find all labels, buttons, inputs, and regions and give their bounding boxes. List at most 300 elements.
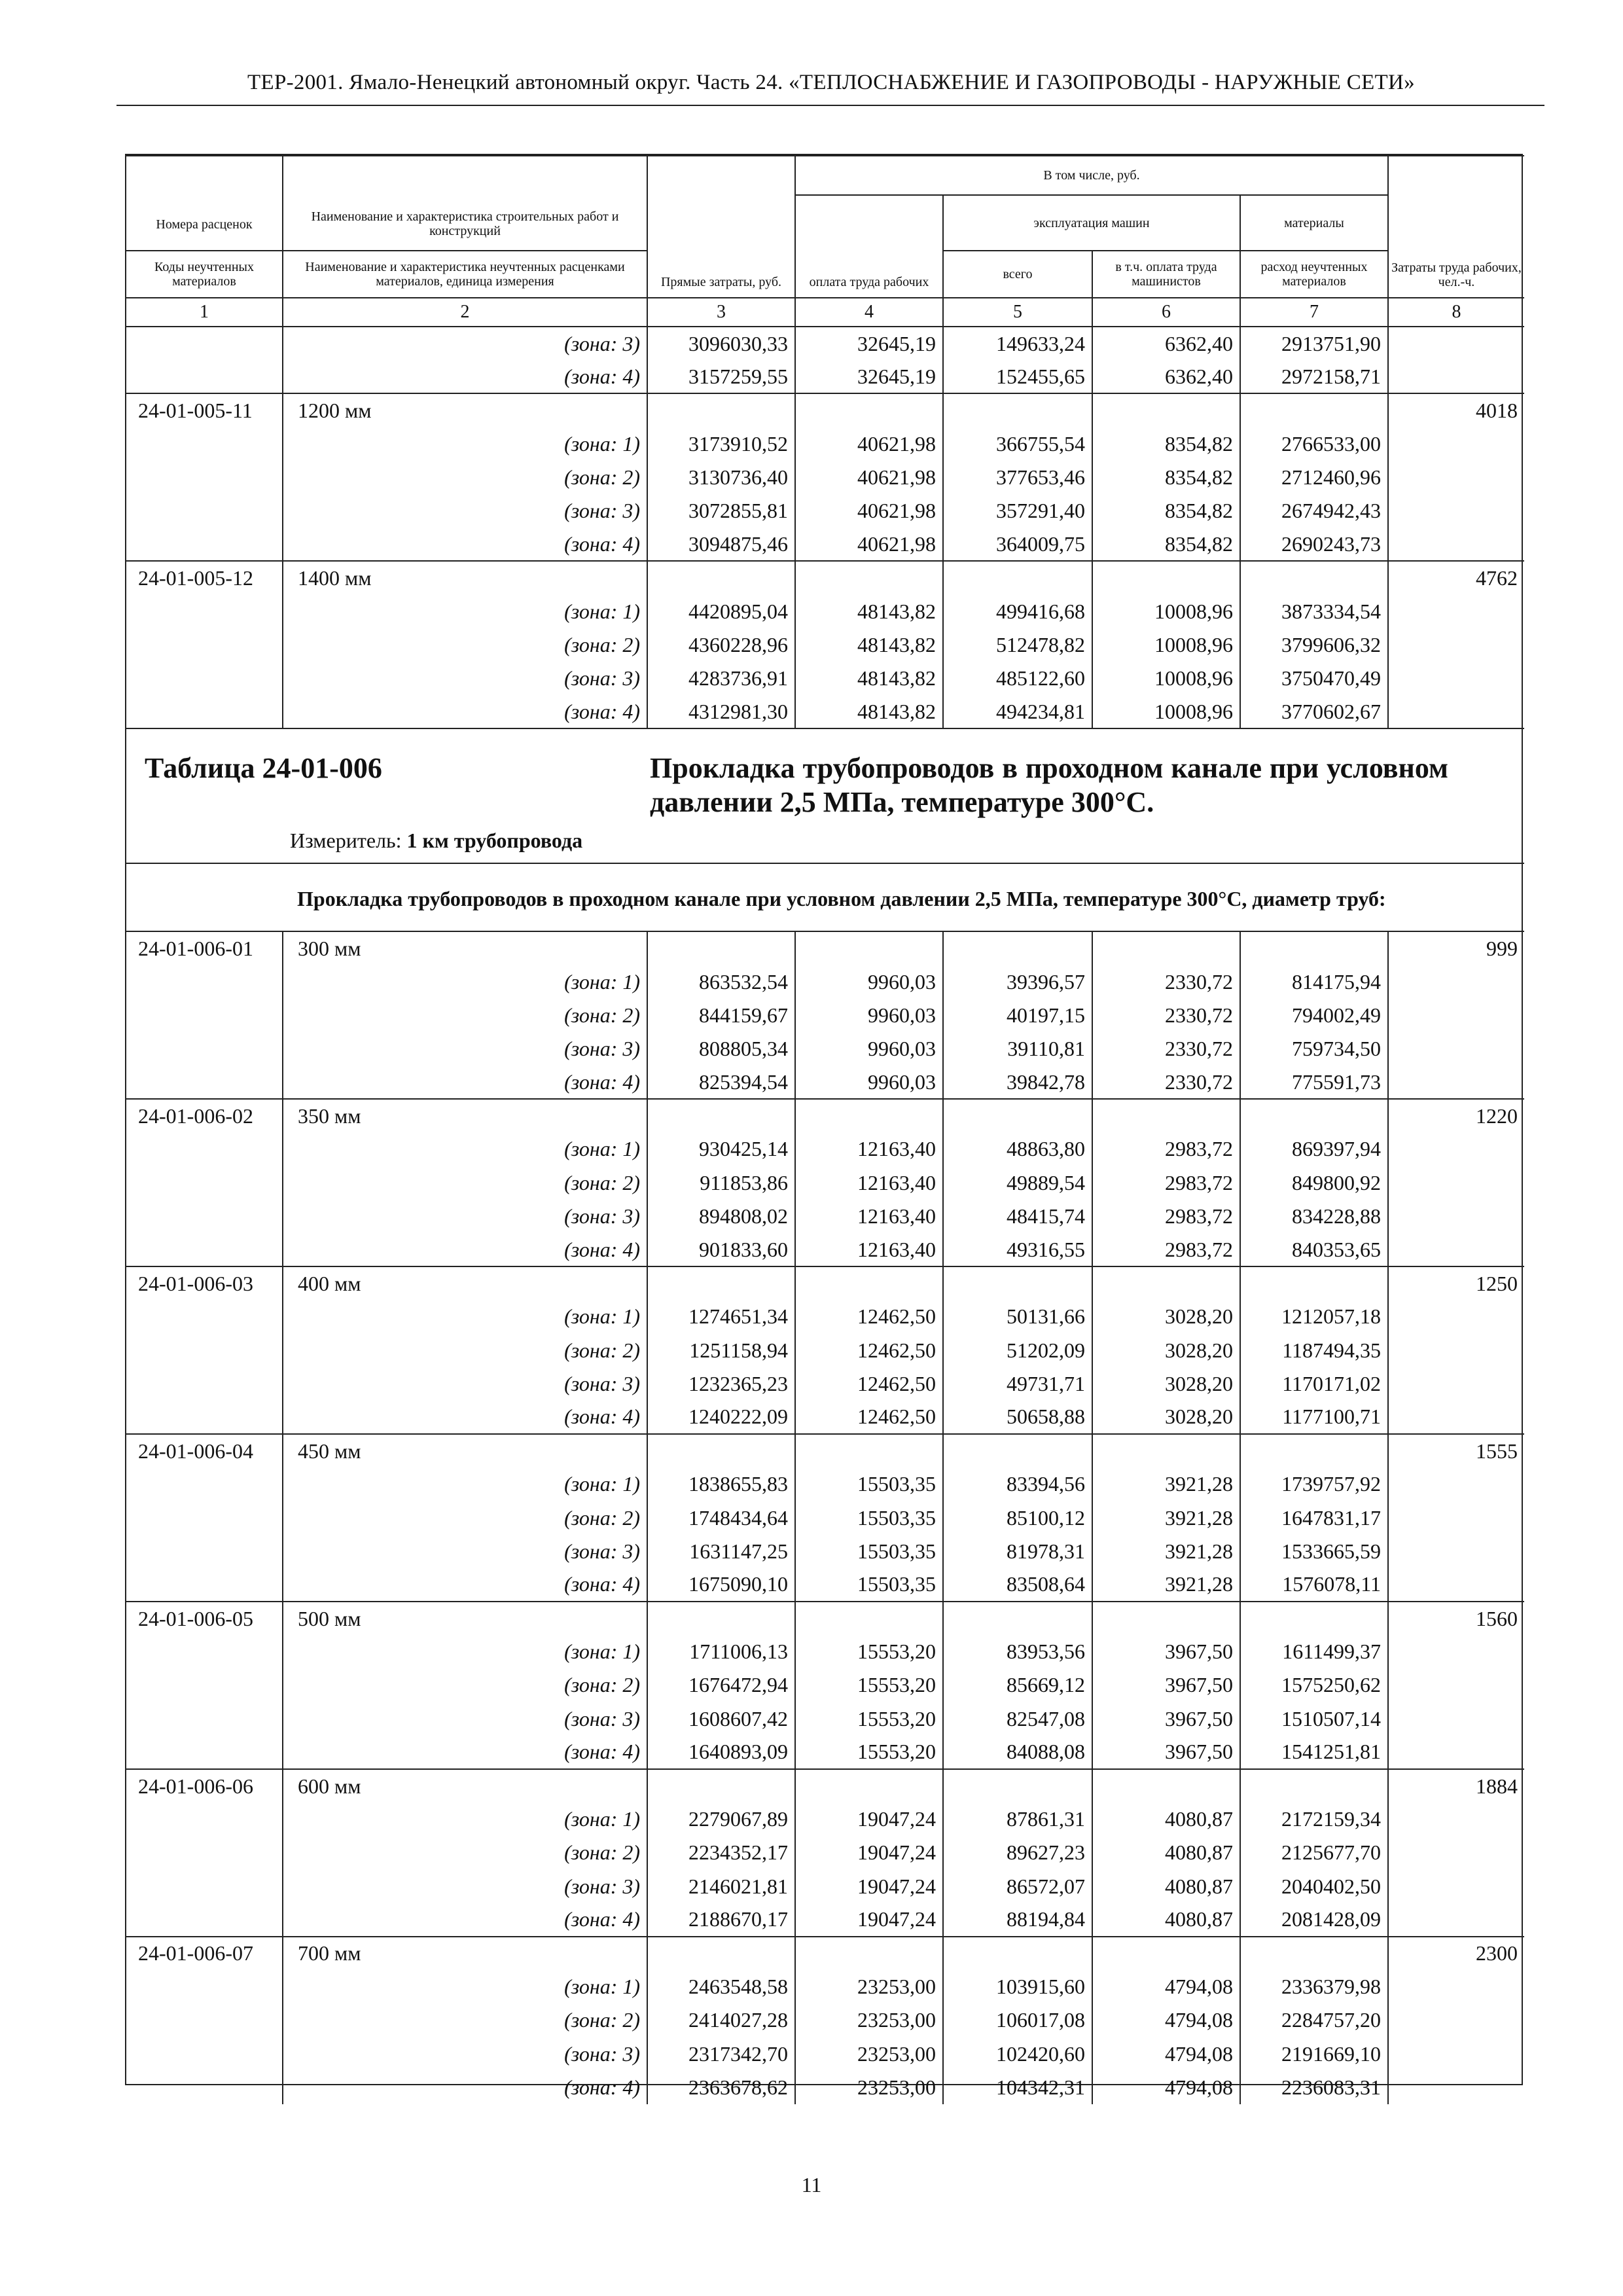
code-cell (126, 662, 283, 695)
direct-costs-value: 1675090,10 (647, 1568, 795, 1602)
worker-pay-value: 19047,24 (795, 1903, 943, 1937)
code-cell (126, 628, 283, 662)
meter-label: Измеритель: (290, 829, 407, 853)
code-cell (126, 1903, 283, 1937)
zone-label: (зона: 1) (283, 1635, 647, 1668)
machine-total-value: 39396,57 (943, 965, 1092, 998)
empty-cell (943, 393, 1092, 427)
operator-pay-value: 3921,28 (1092, 1535, 1240, 1568)
worker-pay-value: 23253,00 (795, 2003, 943, 2037)
labor-value: 1884 (1388, 1769, 1524, 1803)
zone-row (126, 1836, 1524, 1869)
zone-row (126, 2003, 1524, 2037)
worker-pay-value: 15553,20 (795, 1702, 943, 1736)
labor-cell (1388, 1668, 1524, 1702)
empty-cell (943, 1769, 1092, 1803)
machine-total-value: 377653,46 (943, 461, 1092, 494)
zone-row (126, 1200, 1524, 1233)
zone-label: (зона: 1) (283, 427, 647, 461)
rate-name: 600 мм (283, 1769, 647, 1803)
empty-cell (1240, 931, 1388, 965)
empty-cell (795, 931, 943, 965)
head-codes: Коды неучтенных материалов (126, 251, 283, 298)
table-title: Прокладка трубопроводов в проходном канале при условном давлении 2,5 МПа, температуре 300°С. (650, 752, 1448, 819)
head-work-name: Наименование и характеристика строительных работ и конструкций (283, 156, 647, 251)
materials-value: 3750470,49 (1240, 662, 1388, 695)
price-table-grid (126, 155, 1524, 2104)
rate-code: 24-01-006-07 (126, 1937, 283, 1970)
code-cell (126, 965, 283, 998)
direct-costs-value: 4360228,96 (647, 628, 795, 662)
empty-cell (1092, 931, 1240, 965)
direct-costs-value: 901833,60 (647, 1233, 795, 1266)
code-cell (126, 1568, 283, 1602)
worker-pay-value: 12462,50 (795, 1334, 943, 1367)
direct-costs-value: 4420895,04 (647, 595, 795, 628)
direct-costs-value: 1608607,42 (647, 1702, 795, 1736)
col-number: 6 (1092, 298, 1240, 327)
materials-value: 1170171,02 (1240, 1367, 1388, 1401)
zone-label: (зона: 1) (283, 1300, 647, 1333)
rate-code: 24-01-006-05 (126, 1602, 283, 1635)
rate-row (126, 393, 1524, 427)
zone-label: (зона: 3) (283, 1702, 647, 1736)
worker-pay-value: 48143,82 (795, 695, 943, 728)
labor-cell (1388, 1367, 1524, 1401)
empty-cell (647, 561, 795, 594)
materials-value: 1212057,18 (1240, 1300, 1388, 1333)
zone-label: (зона: 3) (283, 494, 647, 528)
empty-cell (943, 1266, 1092, 1300)
labor-cell (1388, 595, 1524, 628)
direct-costs-value: 894808,02 (647, 1200, 795, 1233)
materials-value: 814175,94 (1240, 965, 1388, 998)
rate-row (126, 931, 1524, 965)
materials-value: 2081428,09 (1240, 1903, 1388, 1937)
zone-row (126, 1401, 1524, 1434)
direct-costs-value: 1676472,94 (647, 1668, 795, 1702)
materials-value: 834228,88 (1240, 1200, 1388, 1233)
operator-pay-value: 3967,50 (1092, 1736, 1240, 1769)
direct-costs-value: 1640893,09 (647, 1736, 795, 1769)
empty-cell (1240, 1937, 1388, 1970)
materials-value: 759734,50 (1240, 1032, 1388, 1066)
worker-pay-value: 48143,82 (795, 595, 943, 628)
page-number: 11 (801, 2173, 822, 2197)
materials-value: 2284757,20 (1240, 2003, 1388, 2037)
zone-label: (зона: 2) (283, 2003, 647, 2037)
labor-cell (1388, 1334, 1524, 1367)
zone-row (126, 1736, 1524, 1769)
header-rule (116, 105, 1544, 106)
materials-value: 3799606,32 (1240, 628, 1388, 662)
meter (290, 829, 582, 853)
machine-total-value: 87861,31 (943, 1803, 1092, 1836)
labor-cell (1388, 1635, 1524, 1668)
direct-costs-value: 2279067,89 (647, 1803, 795, 1836)
labor-value: 4018 (1388, 393, 1524, 427)
materials-value: 1510507,14 (1240, 1702, 1388, 1736)
empty-cell (795, 1602, 943, 1635)
operator-pay-value: 4080,87 (1092, 1803, 1240, 1836)
rows-continued (126, 327, 1524, 393)
zone-row (126, 461, 1524, 494)
zone-row (126, 1870, 1524, 1903)
materials-value: 1647831,17 (1240, 1501, 1388, 1534)
zone-row (126, 662, 1524, 695)
head-direct-costs: Прямые затраты, руб. (647, 156, 795, 298)
worker-pay-value: 23253,00 (795, 1970, 943, 2003)
rows-table-24-01-005 (126, 393, 1524, 728)
direct-costs-value: 2414027,28 (647, 2003, 795, 2037)
code-cell (126, 1200, 283, 1233)
labor-value: 1560 (1388, 1602, 1524, 1635)
empty-cell (1240, 1266, 1388, 1300)
rate-name: 1400 мм (283, 561, 647, 594)
head-material-use: расход неучтенных материалов (1240, 251, 1388, 298)
labor-cell (1388, 1501, 1524, 1534)
empty-cell (647, 931, 795, 965)
zone-row (126, 1635, 1524, 1668)
rate-row (126, 1937, 1524, 1970)
empty-cell (647, 1602, 795, 1635)
direct-costs-value: 2463548,58 (647, 1970, 795, 2003)
rows-table-24-01-006 (126, 931, 1524, 2104)
rate-code: 24-01-006-03 (126, 1266, 283, 1300)
rate-row (126, 1099, 1524, 1132)
materials-value: 1541251,81 (1240, 1736, 1388, 1769)
operator-pay-value: 3921,28 (1092, 1467, 1240, 1501)
operator-pay-value: 4794,08 (1092, 2037, 1240, 2070)
operator-pay-value: 2983,72 (1092, 1233, 1240, 1266)
empty-cell (1240, 1602, 1388, 1635)
code-cell (126, 1702, 283, 1736)
zone-label: (зона: 3) (283, 1367, 647, 1401)
worker-pay-value: 48143,82 (795, 628, 943, 662)
operator-pay-value: 3028,20 (1092, 1334, 1240, 1367)
direct-costs-value: 3096030,33 (647, 327, 795, 360)
operator-pay-value: 4080,87 (1092, 1870, 1240, 1903)
rate-code: 24-01-006-04 (126, 1434, 283, 1467)
empty-cell (943, 1937, 1092, 1970)
empty-cell (647, 1769, 795, 1803)
labor-cell (1388, 1535, 1524, 1568)
table-24-01-006-heading (126, 728, 1524, 931)
rate-name: 700 мм (283, 1937, 647, 1970)
zone-row (126, 528, 1524, 561)
direct-costs-value: 1240222,09 (647, 1401, 795, 1434)
zone-row (126, 1501, 1524, 1534)
labor-cell (1388, 461, 1524, 494)
machine-total-value: 49731,71 (943, 1367, 1092, 1401)
labor-cell (1388, 1870, 1524, 1903)
direct-costs-value: 1274651,34 (647, 1300, 795, 1333)
zone-label: (зона: 1) (283, 1132, 647, 1166)
operator-pay-value: 2983,72 (1092, 1166, 1240, 1200)
zone-row (126, 360, 1524, 393)
zone-label: (зона: 1) (283, 1970, 647, 2003)
labor-cell (1388, 1166, 1524, 1200)
labor-value: 1555 (1388, 1434, 1524, 1467)
head-operator-pay: в т.ч. оплата труда машинистов (1092, 251, 1240, 298)
machine-total-value: 51202,09 (943, 1334, 1092, 1367)
rate-name: 400 мм (283, 1266, 647, 1300)
labor-cell (1388, 1568, 1524, 1602)
worker-pay-value: 9960,03 (795, 965, 943, 998)
machine-total-value: 50658,88 (943, 1401, 1092, 1434)
labor-cell (1388, 528, 1524, 561)
empty-cell (943, 1602, 1092, 1635)
empty-cell (647, 1434, 795, 1467)
code-cell (126, 1736, 283, 1769)
zone-row (126, 1903, 1524, 1937)
worker-pay-value: 48143,82 (795, 662, 943, 695)
head-worker-pay: оплата труда рабочих (795, 195, 943, 298)
zone-row (126, 999, 1524, 1032)
materials-value: 2336379,98 (1240, 1970, 1388, 2003)
zone-row (126, 1166, 1524, 1200)
materials-value: 869397,94 (1240, 1132, 1388, 1166)
worker-pay-value: 40621,98 (795, 528, 943, 561)
direct-costs-value: 4312981,30 (647, 695, 795, 728)
labor-value: 999 (1388, 931, 1524, 965)
materials-value: 2674942,43 (1240, 494, 1388, 528)
col-number: 3 (647, 298, 795, 327)
operator-pay-value: 2330,72 (1092, 1032, 1240, 1066)
code-cell (126, 1501, 283, 1534)
col-number: 2 (283, 298, 647, 327)
zone-label: (зона: 1) (283, 595, 647, 628)
operator-pay-value: 2983,72 (1092, 1132, 1240, 1166)
labor-cell (1388, 2003, 1524, 2037)
zone-label: (зона: 4) (283, 1736, 647, 1769)
machine-total-value: 48863,80 (943, 1132, 1092, 1166)
worker-pay-value: 12462,50 (795, 1367, 943, 1401)
machine-total-value: 104342,31 (943, 2071, 1092, 2104)
direct-costs-value: 863532,54 (647, 965, 795, 998)
materials-value: 1576078,11 (1240, 1568, 1388, 1602)
zone-label: (зона: 1) (283, 1467, 647, 1501)
code-cell (126, 1467, 283, 1501)
zone-label: (зона: 3) (283, 662, 647, 695)
direct-costs-value: 2188670,17 (647, 1903, 795, 1937)
materials-value: 1739757,92 (1240, 1467, 1388, 1501)
machine-total-value: 86572,07 (943, 1870, 1092, 1903)
direct-costs-value: 825394,54 (647, 1066, 795, 1099)
operator-pay-value: 3967,50 (1092, 1702, 1240, 1736)
machine-total-value: 48415,74 (943, 1200, 1092, 1233)
zone-label: (зона: 4) (283, 528, 647, 561)
code-cell (126, 461, 283, 494)
rate-code: 24-01-006-06 (126, 1769, 283, 1803)
machine-total-value: 39110,81 (943, 1032, 1092, 1066)
materials-value: 2690243,73 (1240, 528, 1388, 561)
machine-total-value: 83394,56 (943, 1467, 1092, 1501)
code-cell (126, 1836, 283, 1869)
worker-pay-value: 19047,24 (795, 1836, 943, 1869)
zone-row (126, 1803, 1524, 1836)
zone-row (126, 1970, 1524, 2003)
empty-cell (795, 1937, 943, 1970)
operator-pay-value: 3028,20 (1092, 1300, 1240, 1333)
empty-cell (1092, 393, 1240, 427)
head-total: всего (943, 251, 1092, 298)
worker-pay-value: 12163,40 (795, 1200, 943, 1233)
empty-cell (647, 1937, 795, 1970)
head-in-total: В том числе, руб. (795, 156, 1388, 195)
empty-cell (943, 931, 1092, 965)
empty-cell (1092, 1937, 1240, 1970)
direct-costs-value: 844159,67 (647, 999, 795, 1032)
code-cell (126, 595, 283, 628)
machine-total-value: 357291,40 (943, 494, 1092, 528)
machine-total-value: 364009,75 (943, 528, 1092, 561)
code-cell (126, 1535, 283, 1568)
labor-cell (1388, 1066, 1524, 1099)
zone-row (126, 1032, 1524, 1066)
worker-pay-value: 32645,19 (795, 327, 943, 360)
materials-value: 2712460,96 (1240, 461, 1388, 494)
rate-name: 500 мм (283, 1602, 647, 1635)
labor-cell (1388, 1300, 1524, 1333)
code-cell (126, 695, 283, 728)
head-materials: материалы (1240, 195, 1388, 251)
code-cell (126, 2003, 283, 2037)
empty-cell (795, 1434, 943, 1467)
worker-pay-value: 40621,98 (795, 461, 943, 494)
empty-cell (1240, 1769, 1388, 1803)
head-machine-ops: эксплуатация машин (943, 195, 1240, 251)
materials-value: 1187494,35 (1240, 1334, 1388, 1367)
materials-value: 2125677,70 (1240, 1836, 1388, 1869)
operator-pay-value: 8354,82 (1092, 494, 1240, 528)
code-cell (126, 1166, 283, 1200)
zone-label: (зона: 4) (283, 1568, 647, 1602)
labor-cell (1388, 628, 1524, 662)
operator-pay-value: 8354,82 (1092, 461, 1240, 494)
col-number: 7 (1240, 298, 1388, 327)
head-labor: Затраты труда рабочих, чел.-ч. (1388, 156, 1524, 298)
empty-cell (1092, 1266, 1240, 1300)
empty-cell (1240, 561, 1388, 594)
zone-row (126, 494, 1524, 528)
operator-pay-value: 6362,40 (1092, 327, 1240, 360)
machine-total-value: 85669,12 (943, 1668, 1092, 1702)
materials-value: 3873334,54 (1240, 595, 1388, 628)
direct-costs-value: 1748434,64 (647, 1501, 795, 1534)
worker-pay-value: 15553,20 (795, 1736, 943, 1769)
machine-total-value: 499416,68 (943, 595, 1092, 628)
operator-pay-value: 10008,96 (1092, 662, 1240, 695)
direct-costs-value: 3072855,81 (647, 494, 795, 528)
code-cell (126, 1233, 283, 1266)
code-cell (126, 1300, 283, 1333)
materials-value: 2172159,34 (1240, 1803, 1388, 1836)
labor-cell (1388, 695, 1524, 728)
worker-pay-value: 9960,03 (795, 1032, 943, 1066)
direct-costs-value: 1711006,13 (647, 1635, 795, 1668)
labor-value: 2300 (1388, 1937, 1524, 1970)
direct-costs-value: 1838655,83 (647, 1467, 795, 1501)
zone-label: (зона: 2) (283, 1334, 647, 1367)
zone-row (126, 1132, 1524, 1166)
materials-value: 2040402,50 (1240, 1870, 1388, 1903)
labor-cell (1388, 662, 1524, 695)
zone-row (126, 2071, 1524, 2104)
empty-cell (1092, 1769, 1240, 1803)
worker-pay-value: 12163,40 (795, 1166, 943, 1200)
zone-row (126, 1568, 1524, 1602)
materials-value: 1611499,37 (1240, 1635, 1388, 1668)
zone-row (126, 628, 1524, 662)
machine-total-value: 84088,08 (943, 1736, 1092, 1769)
empty-cell (795, 1266, 943, 1300)
worker-pay-value: 19047,24 (795, 1803, 943, 1836)
direct-costs-value: 2146021,81 (647, 1870, 795, 1903)
zone-label: (зона: 4) (283, 360, 647, 393)
labor-cell (1388, 2071, 1524, 2104)
labor-cell (1388, 360, 1524, 393)
machine-total-value: 485122,60 (943, 662, 1092, 695)
worker-pay-value: 23253,00 (795, 2037, 943, 2070)
machine-total-value: 81978,31 (943, 1535, 1092, 1568)
zone-row (126, 1367, 1524, 1401)
empty-cell (943, 1434, 1092, 1467)
operator-pay-value: 4080,87 (1092, 1903, 1240, 1937)
labor-cell (1388, 1736, 1524, 1769)
code-cell (126, 1635, 283, 1668)
labor-cell (1388, 327, 1524, 360)
worker-pay-value: 12462,50 (795, 1300, 943, 1333)
zone-label: (зона: 2) (283, 999, 647, 1032)
materials-value: 2972158,71 (1240, 360, 1388, 393)
rate-name: 1200 мм (283, 393, 647, 427)
worker-pay-value: 15503,35 (795, 1501, 943, 1534)
materials-value: 3770602,67 (1240, 695, 1388, 728)
worker-pay-value: 19047,24 (795, 1870, 943, 1903)
empty-cell (795, 1769, 943, 1803)
labor-cell (1388, 427, 1524, 461)
labor-cell (1388, 1970, 1524, 2003)
machine-total-value: 494234,81 (943, 695, 1092, 728)
empty-cell (795, 561, 943, 594)
worker-pay-value: 23253,00 (795, 2071, 943, 2104)
worker-pay-value: 15503,35 (795, 1535, 943, 1568)
zone-label: (зона: 1) (283, 1803, 647, 1836)
zone-label: (зона: 3) (283, 2037, 647, 2070)
operator-pay-value: 3921,28 (1092, 1568, 1240, 1602)
rate-name: 350 мм (283, 1099, 647, 1132)
code-cell (126, 999, 283, 1032)
worker-pay-value: 40621,98 (795, 427, 943, 461)
materials-value: 2191669,10 (1240, 2037, 1388, 2070)
operator-pay-value: 3028,20 (1092, 1367, 1240, 1401)
rate-code: 24-01-006-01 (126, 931, 283, 965)
machine-total-value: 89627,23 (943, 1836, 1092, 1869)
zone-label: (зона: 4) (283, 1233, 647, 1266)
code-cell (126, 1032, 283, 1066)
worker-pay-value: 15553,20 (795, 1635, 943, 1668)
labor-value: 4762 (1388, 561, 1524, 594)
operator-pay-value: 10008,96 (1092, 695, 1240, 728)
zone-label: (зона: 4) (283, 695, 647, 728)
running-header: ТЕР-2001. Ямало-Ненецкий автономный округ. Часть 24. «ТЕПЛОСНАБЖЕНИЕ И ГАЗОПРОВОДЫ - НАРУЖНЫЕ СЕТИ» (247, 71, 1415, 94)
materials-value: 1533665,59 (1240, 1535, 1388, 1568)
direct-costs-value: 4283736,91 (647, 662, 795, 695)
worker-pay-value: 12462,50 (795, 1401, 943, 1434)
empty-cell (1092, 1434, 1240, 1467)
operator-pay-value: 10008,96 (1092, 595, 1240, 628)
